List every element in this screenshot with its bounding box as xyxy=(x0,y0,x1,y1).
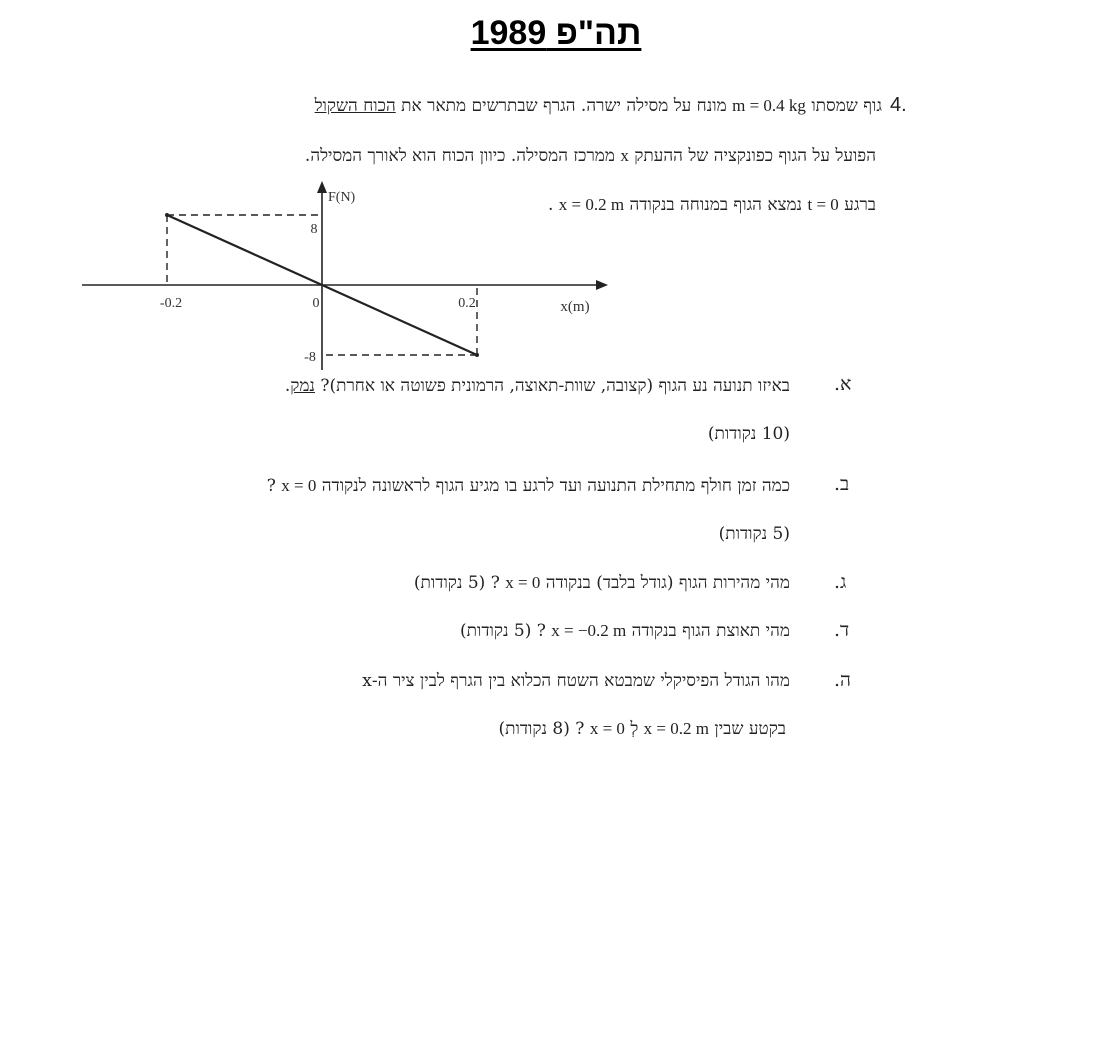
tick-label-y-neg: -8 xyxy=(304,350,316,365)
part-e-letter: ה. xyxy=(834,669,851,691)
part-c-letter: ג. xyxy=(834,571,847,593)
data-point-start xyxy=(165,213,169,217)
data-point-end xyxy=(475,353,479,357)
question-number: 4. xyxy=(890,94,907,116)
part-b-text: כמה זמן חולף מתחילת התנועה ועד לרגע בו מגיע הגוף לראשונה לנקודה x = 0 ? xyxy=(266,476,790,496)
part-e-text: מהו הגודל הפיסיקלי שמבטא השטח הכלוא בין הגרף לבין ציר ה-x xyxy=(362,671,790,691)
part-c-text: מהי מהירות הגוף (גודל בלבד) בנקודה x = 0 ? (5 נקודות) xyxy=(413,573,790,593)
part-b-letter: ב. xyxy=(834,473,850,495)
tick-label-origin: 0 xyxy=(312,296,320,311)
force-displacement-graph xyxy=(70,175,610,375)
y-axis-label: F(N) xyxy=(328,190,356,205)
part-a-text: באיזו תנועה נע הגוף (קצובה, שוות-תאוצה, הרמונית פשוטה או אחרת)? נמק. xyxy=(284,376,790,396)
part-a-points: (10 נקודות) xyxy=(707,424,790,444)
underlined-term: הכוח השקול xyxy=(314,96,396,116)
x-axis-label: x(m) xyxy=(560,299,590,315)
part-e-text-2: בקטע שבין x = 0.2 m לְ x = 0 ? (8 נקודות) xyxy=(498,719,786,739)
part-d-letter: ד. xyxy=(834,619,850,641)
tick-label-x-pos: 0.2 xyxy=(458,296,476,311)
page-title: תה"פ 1989 xyxy=(470,14,642,52)
y-axis-arrow xyxy=(317,181,327,193)
part-b-points: (5 נקודות) xyxy=(718,524,790,544)
mass-value: m = 0.4 kg xyxy=(732,96,806,115)
intro-line-3: ברגע t = 0 נמצא הגוף במנוחה בנקודה x = 0.2 m . xyxy=(547,195,876,215)
intro-line-2: הפועל על הגוף כפונקציה של ההעתק x ממרכז המסילה. כיוון הכוח הוא לאורך המסילה. xyxy=(304,146,876,166)
tick-label-y-pos: 8 xyxy=(310,222,318,237)
x-axis-arrow xyxy=(596,280,608,290)
part-d-text: מהי תאוצת הגוף בנקודה x = −0.2 m ? (5 נקודות) xyxy=(459,621,790,641)
tick-label-x-neg: -0.2 xyxy=(159,296,183,311)
intro-line-1: גוף שמסתו m = 0.4 kg מונח על מסילה ישרה. הגרף שבתרשים מתאר את הכוח השקול xyxy=(314,96,882,116)
part-a-letter: א. xyxy=(834,373,852,395)
